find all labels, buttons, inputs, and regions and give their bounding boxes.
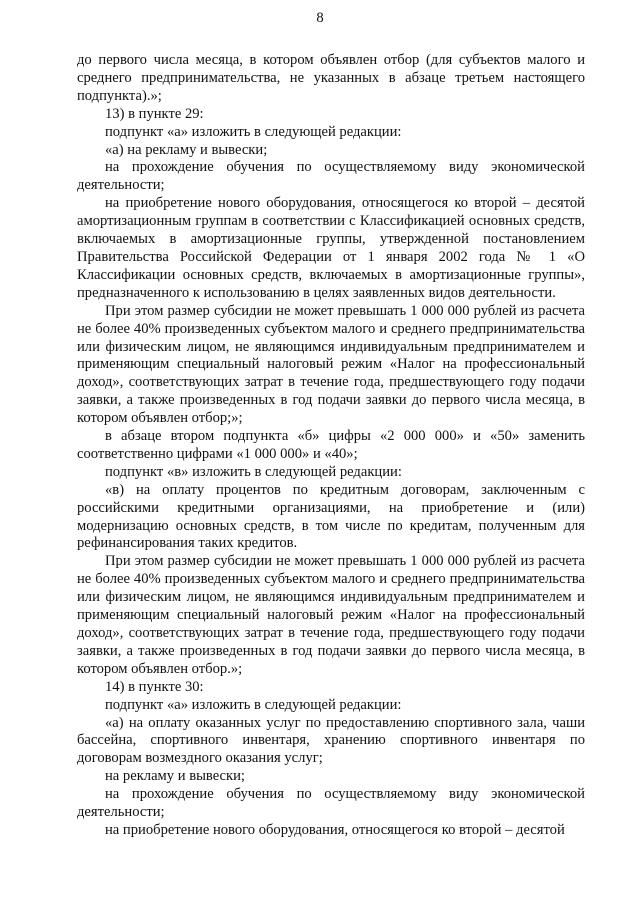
paragraph: 14) в пункте 30: xyxy=(105,678,204,695)
paragraph: «в) на оплату процентов по кредитным договорам, заключенным с российскими кредитными организациями, на приобретение и (или) модернизацию основных средств, в том числе по кредитам, полученным для рефинансирования таких кредитов. xyxy=(77,481,585,552)
paragraph: на прохождение обучения по осуществляемому виду экономической деятельности; xyxy=(77,159,585,194)
paragraph: «а) на рекламу и вывески; xyxy=(105,141,268,158)
paragraph: При этом размер субсидии не может превышать 1 000 000 рублей из расчета не более 40% произведенных субъектом малого и среднего предпринимательства или физическим лицом, не являющимся индивидуальным предпринимателем и применяющим специальный налоговый режим «Налог на профессиональный доход», соответствующих затрат в течение года, предшествующего году подачи заявки, а также произведенных в год подачи заявки до первого числа месяца, в котором объявлен отбор;»; xyxy=(77,302,585,427)
paragraph: на прохождение обучения по осуществляемому виду экономической деятельности; xyxy=(77,786,585,821)
document-body xyxy=(77,52,585,840)
paragraph: При этом размер субсидии не может превышать 1 000 000 рублей из расчета не более 40% произведенных субъектом малого и среднего предпринимательства или физическим лицом, не являющимся индивидуальным предпринимателем и применяющим специальный налоговый режим «Налог на профессиональный доход», соответствующих затрат в течение года, предшествующего году подачи заявки, а также произведенных в год подачи заявки до первого числа месяца, в котором объявлен отбор.»; xyxy=(77,553,585,677)
paragraph: подпункт «а» изложить в следующей редакции: xyxy=(105,123,402,140)
paragraph: на приобретение нового оборудования, относящегося ко второй – десятой амортизационным группам в соответствии с Классификацией основных средств, включаемых в амортизационные группы, утвержденной постановлением Правительства Российской Федерации от 1 января 2002 года № 1 «О Классификации основных средств, включаемых в амортизационные группы», предназначенного к использованию в целях заявленных видов деятельности. xyxy=(77,195,585,301)
paragraph: до первого числа месяца, в котором объявлен отбор (для субъектов малого и среднего предпринимательства, не указанных в абзаце третьем настоящего подпункта).»; xyxy=(77,52,585,104)
paragraph: на рекламу и вывески; xyxy=(105,768,245,785)
paragraph: «а) на оплату оказанных услуг по предоставлению спортивного зала, чаши бассейна, спортивного инвентаря, хранению спортивного инвентаря по договорам возмездного оказания услуг; xyxy=(77,714,585,767)
paragraph: на приобретение нового оборудования, относящегося ко второй – десятой xyxy=(105,821,565,838)
paragraph: в абзаце втором подпункта «б» цифры «2 000 000» и «50» заменить соответственно цифрами «1 000 000» и «40»; xyxy=(77,428,585,462)
paragraph: подпункт «в» изложить в следующей редакции: xyxy=(105,463,402,480)
page-number: 8 xyxy=(316,10,324,26)
paragraph: 13) в пункте 29: xyxy=(105,105,204,122)
paragraph: подпункт «а» изложить в следующей редакции: xyxy=(105,696,402,713)
